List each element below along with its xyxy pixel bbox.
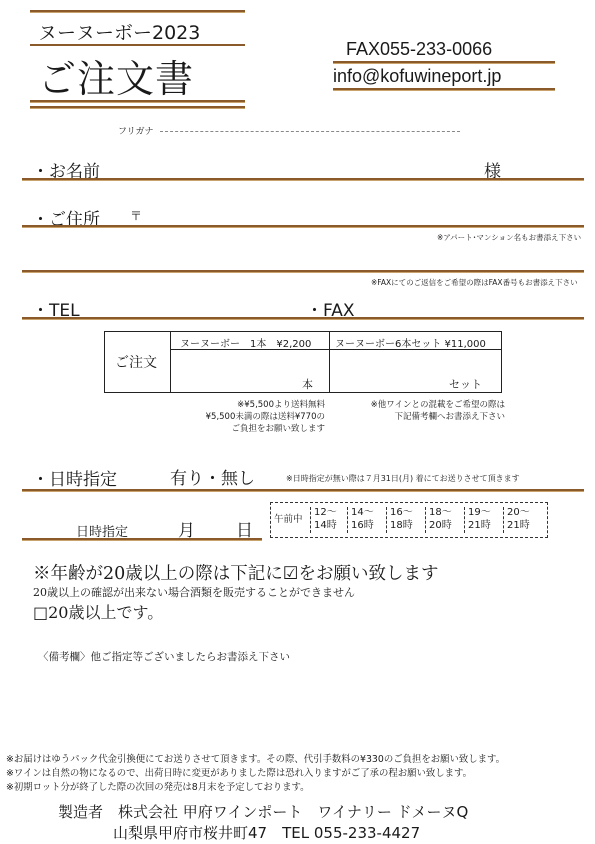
name-label: ・お名前: [32, 162, 100, 182]
order-row-label: ご注文: [115, 355, 157, 371]
slot-divider: [425, 507, 426, 533]
time-slot-18-20[interactable]: [429, 506, 452, 532]
order-col-1: [170, 332, 171, 392]
shipping-note-line: ※¥5,500より送料無料: [237, 400, 325, 410]
shipping-note-line: ご負担をお願い致します: [231, 424, 325, 434]
header-bottom-rule-2: [30, 106, 245, 108]
contact-fax: FAX055-233-0066: [346, 39, 493, 59]
address-note: ※アパート･マンション名もお書添え下さい: [437, 233, 582, 242]
mixed-order-note-line: 下記備考欄へお書添え下さい: [394, 412, 505, 422]
remarks-area[interactable]: [30, 666, 570, 746]
slot-divider: [503, 507, 504, 533]
footer-notes: [6, 753, 505, 795]
slot-start: 20～: [507, 507, 530, 518]
delivery-default-note: ※日時指定が無い際は７月31日(月) 着にてお送りさせて頂きます: [286, 474, 520, 483]
slot-end: 20時: [429, 520, 452, 531]
footer-maker: 製造者 株式会社 甲府ワインポート ワイナリー ドメーヌQ: [58, 803, 469, 821]
fax-reply-note: ※FAXにてのご返信をご希望の際はFAX番号もお書添え下さい: [371, 278, 578, 287]
header-mid-rule: [30, 44, 245, 46]
item1-header: ヌーヌーボー 1本 ¥2,200: [180, 339, 312, 350]
delivery-date-line[interactable]: [22, 538, 262, 540]
footer-note: ※お届けはゆうパック代金引換便にてお送りさせて頂きます。その際、代引手数料の¥330のご負担をお願い致します。: [6, 754, 505, 765]
name-suffix: 様: [484, 162, 501, 182]
tel-label: ・TEL: [32, 301, 80, 321]
age-heading: ※年齢が20歳以上の際は下記に☑をお願い致します: [33, 564, 439, 584]
slot-start: 19～: [468, 507, 491, 518]
header-subtitle: ヌーヌーボー2023: [38, 22, 201, 44]
email-underline: [333, 88, 555, 90]
item2-header: ヌーヌーボー6本セット ¥11,000: [335, 339, 486, 350]
delivery-options[interactable]: 有り・無し: [170, 469, 255, 489]
delivery-day: 日: [236, 521, 253, 541]
mixed-order-note: [335, 399, 505, 423]
slot-start: 14～: [351, 507, 374, 518]
slot-start: 12～: [314, 507, 337, 518]
slot-label: 午前中: [274, 514, 303, 525]
mixed-order-note-line: ※他ワインとの混載をご希望の際は: [370, 400, 505, 410]
time-slot-12-14[interactable]: [314, 506, 337, 532]
shipping-note: [150, 399, 325, 435]
address-field-line[interactable]: [22, 225, 584, 227]
header-top-rule: [30, 10, 245, 12]
slot-end: 21時: [507, 520, 530, 531]
header-bottom-rule: [30, 100, 245, 102]
postal-mark: 〒: [130, 209, 143, 223]
delivery-month: 月: [178, 521, 195, 541]
remarks-label: 〈備考欄〉他ご指定等ございましたらお書添え下さい: [38, 651, 290, 663]
time-slot-morning[interactable]: [274, 513, 303, 526]
slot-divider: [464, 507, 465, 533]
address-field-line-2[interactable]: [22, 270, 584, 272]
age-checkbox[interactable]: □20歳以上です。: [33, 603, 164, 622]
item1-unit: 本: [302, 378, 313, 391]
slot-start: 18～: [429, 507, 452, 518]
fax-label: ・FAX: [306, 301, 355, 321]
order-col-2: [329, 332, 330, 392]
time-slot-20-21[interactable]: [507, 506, 530, 532]
slot-divider: [310, 507, 311, 533]
furigana-label: フリガナ: [118, 127, 154, 137]
time-slot-19-21[interactable]: [468, 506, 491, 532]
furigana-line: [160, 131, 460, 132]
slot-end: 18時: [390, 520, 413, 531]
time-slot-14-16[interactable]: [351, 506, 374, 532]
order-table: [104, 331, 502, 393]
age-note: 20歳以上の確認が出来ない場合酒類を販売することができません: [33, 586, 355, 599]
shipping-note-line: ¥5,500未満の際は送料¥770の: [205, 412, 325, 422]
name-field-line[interactable]: [22, 178, 584, 180]
footer-note: ※初期ロット分が終了した際の次回の発売は8月末を予定しております。: [6, 782, 310, 793]
time-slot-box: [270, 502, 548, 538]
delivery-date-label: 日時指定: [76, 525, 129, 540]
slot-end: 21時: [468, 520, 491, 531]
slot-divider: [347, 507, 348, 533]
delivery-label: ・日時指定: [32, 470, 117, 490]
footer-note: ※ワインは自然の物になるので、出荷日時に変更がありました際は恐れ入りますがご了承の程お願い致します。: [6, 768, 473, 779]
page-title: ご注文書: [38, 57, 195, 101]
fax-underline: [333, 61, 555, 63]
delivery-line: [22, 489, 584, 491]
slot-end: 14時: [314, 520, 337, 531]
tel-fax-field-line[interactable]: [22, 317, 584, 319]
slot-end: 16時: [351, 520, 374, 531]
time-slot-16-18[interactable]: [390, 506, 413, 532]
address-label: ・ご住所: [32, 210, 100, 230]
footer-address: 山梨県甲府市桜井町47 TEL 055-233-4427: [113, 824, 421, 842]
slot-divider: [386, 507, 387, 533]
item2-unit: セット: [449, 378, 482, 391]
slot-start: 16～: [390, 507, 413, 518]
contact-email: info@kofuwineport.jp: [333, 66, 502, 86]
